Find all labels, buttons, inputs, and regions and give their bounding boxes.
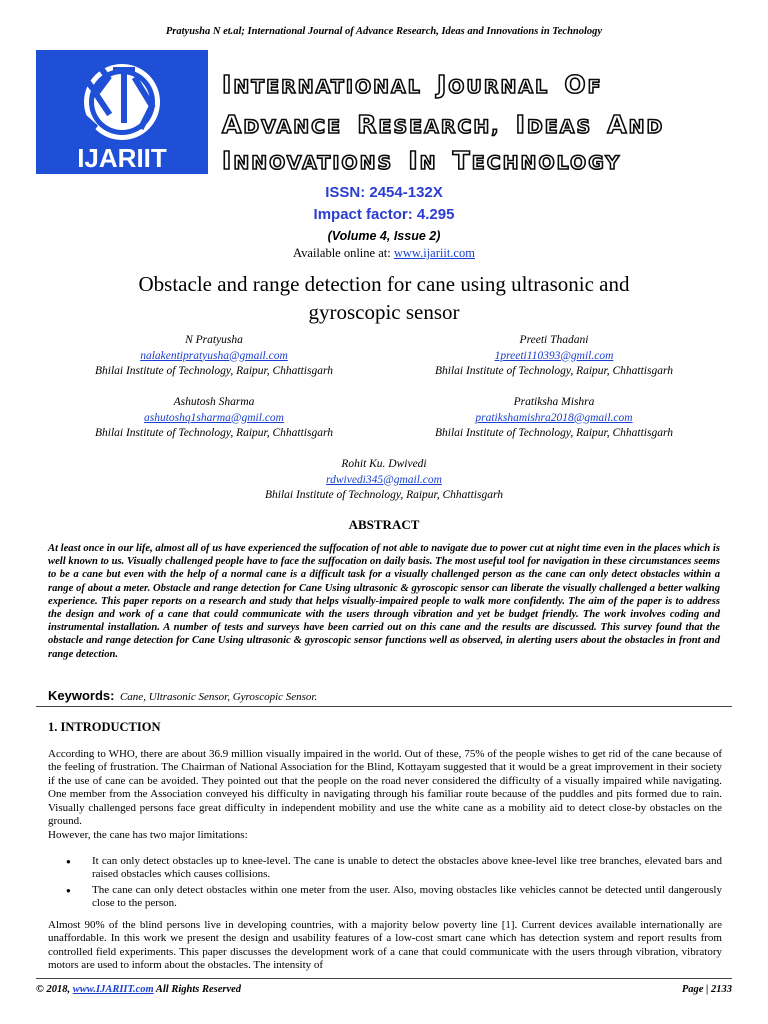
running-head: Pratyusha N et.al; International Journal of Advance Research, Ideas and Innovations in Technology (165, 26, 603, 37)
footer-divider (36, 978, 732, 979)
limitations-list (58, 855, 722, 913)
author-affiliation: Bhilai Institute of Technology, Raipur, Chhattisgarh (94, 365, 333, 377)
ijariit-logo-graphic (36, 50, 208, 174)
author-name: Pratiksha Mishra (513, 396, 595, 408)
author-email[interactable]: pratikshamishra2018@gmail.com (475, 411, 633, 424)
issn: ISSN: 2454-132X (325, 184, 443, 201)
intro-paragraph-1: According to WHO, there are about 36.9 million visually impaired in the world. Out of these, 75% of the people wishes to get rid of the cane because of the feeling of frustration. The Chairman of National Association for the Blind, Kottayam suggested that it would be a great improvement in their society if the use of cane can be avoided. They pointed out that the people on the road never considered the difficulty of a visually impaired while navigating. One member from the Association conveyed his difficulty in navigating through his familiar route because of the puddles and pits formed due to rain. Visually challenged persons face great difficulty in independent mobility and use the white cane as a mobility aid to detect close-by obstacles on the ground. (48, 748, 722, 828)
list-item: ● It can only detect obstacles up to knee-level. The cane is unable to detect the obstacles above knee-level like tree branches, elevated bars and raised obstacles which causes collisions. (58, 855, 722, 882)
availability-prefix: Available online at: (293, 246, 394, 260)
author-email[interactable]: nalakentipratyusha@gmail.com (140, 349, 288, 362)
keywords-label: Keywords: (48, 688, 115, 703)
copyright-prefix: © 2018, (36, 984, 73, 995)
intro-paragraph-2: However, the cane has two major limitations: (48, 829, 248, 841)
abstract-heading: ABSTRACT (348, 517, 420, 532)
footer-website-link[interactable]: www.IJARIIT.com (72, 984, 154, 995)
copyright-notice (36, 984, 241, 995)
author-email[interactable]: 1preeti110393@gmil.com (494, 349, 614, 362)
section-divider (36, 706, 732, 707)
author-block (48, 333, 380, 380)
journal-title-line-1: INTERNATIONAL JOURNAL OF (222, 70, 603, 99)
author-affiliation: Bhilai Institute of Technology, Raipur, Chhattisgarh (94, 427, 333, 439)
paper-title-line-1: Obstacle and range detection for cane using ultrasonic and (138, 272, 630, 296)
paper-title-line-2: gyroscopic sensor (308, 300, 460, 324)
author-block (388, 395, 720, 442)
journal-website-link[interactable]: www.ijariit.com (393, 246, 475, 260)
abstract-text: At least once in our life, almost all of us have experienced the suffocation of not able to navigate due to power cut at night time even in the places which is well known to us. Visually challenged people have to face the suffocation on daily basis. The most useful tool for navigation in these circumstances seems to be a cane but even with the help of a normal cane is a difficult task for a visually challenged person as the cane can only detect obstacles within a range of about a meter. Obstacle and range detection for Cane Using ultrasonic & gyroscopic sensor can liberate the visually challenged a better walking experience. This paper reports on a research and study that helps visually-impaired people to walk more confidently. The aim of the paper is to address the design and work of a cane that could communicate with the users through vibration and yet be budget friendly. The work involves coding and instrumental installation. A number of tests and surveys have been carried out on this cane and the results are discussed. This survey found that the obstacle and range detection for Cane Using ultrasonic & gyroscopic sensor functions well as observed, in alerting users about the obstacles in front and range detection. (48, 543, 720, 660)
author-affiliation: Bhilai Institute of Technology, Raipur, Chhattisgarh (434, 365, 673, 377)
intro-paragraph-3: Almost 90% of the blind persons live in developing countries, with a majority below poverty line [1]. Current devices available internationally are unaffordable. In this work we present the design and usability features of a low-cost smart cane which has detection system and report results from controlled field experiments. This paper discusses the development work of a cane that could communicate with the users through vibration, vibratory motors are used to inform about the obstacles. The intensity of (48, 919, 722, 972)
volume-issue: (Volume 4, Issue 2) (327, 229, 441, 243)
impact-factor: Impact factor: 4.295 (313, 206, 455, 223)
author-affiliation: Bhilai Institute of Technology, Raipur, Chhattisgarh (264, 489, 503, 501)
author-name: N Pratyusha (185, 334, 243, 346)
list-item: ● The cane can only detect obstacles within one meter from the user. Also, moving obstacles like vehicles cannot be detected until dangerously close to the person. (58, 884, 722, 911)
author-email[interactable]: rdwivedi345@gmail.com (326, 473, 442, 486)
availability-line (0, 246, 768, 261)
author-affiliation: Bhilai Institute of Technology, Raipur, Chhattisgarh (434, 427, 673, 439)
logo-label: IJARIIT (77, 143, 167, 173)
journal-title-line-3: INNOVATIONS IN TECHNOLOGY (222, 146, 622, 175)
author-name: Preeti Thadani (519, 334, 589, 346)
author-name: Rohit Ku. Dwivedi (341, 458, 427, 470)
keywords-line (48, 688, 317, 703)
author-block (388, 333, 720, 380)
author-block (48, 395, 380, 442)
copyright-suffix: All Rights Reserved (153, 984, 242, 995)
author-email[interactable]: ashutoshq1sharma@gmil.com (144, 411, 284, 424)
page-number: Page | 2133 (681, 984, 732, 995)
journal-logo (36, 50, 208, 174)
author-name: Ashutosh Sharma (173, 396, 255, 408)
section-heading-introduction: 1. INTRODUCTION (48, 720, 161, 734)
keywords-value: Cane, Ultrasonic Sensor, Gyroscopic Sensor. (119, 691, 318, 703)
journal-title-line-2: ADVANCE RESEARCH, IDEAS AND (222, 110, 665, 139)
author-block (218, 457, 550, 504)
paper-title (0, 270, 768, 326)
